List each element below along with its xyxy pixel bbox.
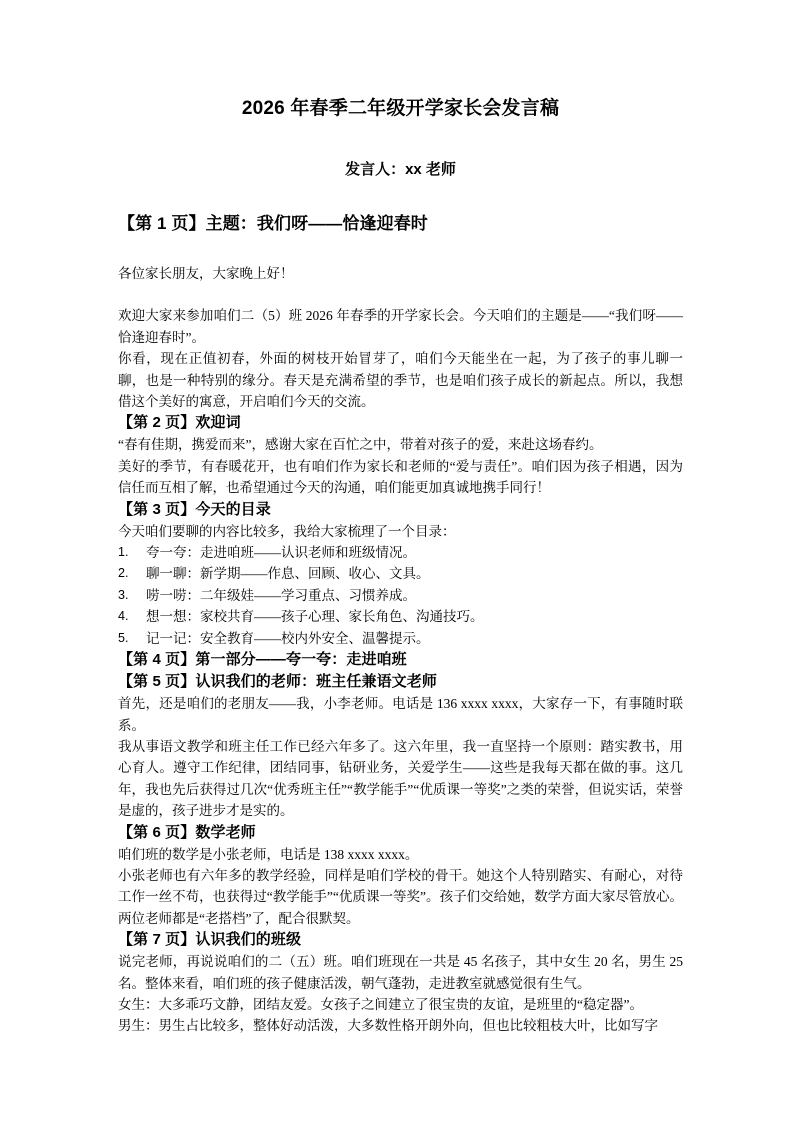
list-item	[118, 606, 683, 627]
class-girls-paragraph: 女生：大多乖巧文静，团结友爱。女孩子之间建立了很宝贵的友谊，是班里的“稳定器”。	[118, 996, 643, 1012]
list-item-number: 2.	[118, 566, 129, 581]
teacher-paragraph-2: 我从事语文教学和班主任工作已经六年多了。这六年里，我一直坚持一个原则：踏实教书，用心育人。遵守工作纪律，团结同事，钻研业务，关爱学生——这些是我每天都在做的事。这几年，我也先后获得过几次“优秀班主任”“教学能手”“优质课一等奖”之类的荣誉，但说实话，荣誉是虚的，孩子进步才是实的。	[118, 738, 683, 819]
list-item-number: 5.	[118, 630, 129, 645]
list-item-number: 1.	[118, 545, 129, 560]
list-item	[118, 628, 683, 649]
welcome-paragraph-2: 美好的季节，有春暖花开，也有咱们作为家长和老师的“爱与责任”。咱们因为孩子相遇，因为信任而互相了解，也希望通过今天的沟通，咱们能更加真诚地携手同行！	[118, 458, 683, 496]
math-teacher-paragraph-2: 小张老师也有六年多的教学经验，同样是咱们学校的骨干。她这个人特别踏实、有耐心，对待工作一丝不苟，也获得过“教学能手”“优质课一等奖”。孩子们交给她，数学方面大家尽管放心。两位老师都是“老搭档”了，配合很默契。	[118, 867, 683, 926]
heading-page-4: 【第 4 页】第一部分——夸一夸：走进咱班	[118, 651, 407, 669]
list-item	[118, 542, 683, 563]
list-item	[118, 563, 683, 584]
class-overview-paragraph: 说完老师，再说说咱们的二（五）班。咱们班现在一共是 45 名孩子，其中女生 20 名，男生 25 名。整体来看，咱们班的孩子健康活泼，朝气蓬勃，走进教室就感觉很有生气。	[118, 954, 683, 991]
list-item-number: 4.	[118, 609, 129, 624]
heading-page-1: 【第 1 页】主题：我们呀——恰逢迎春时	[118, 214, 428, 233]
heading-page-5: 【第 5 页】认识我们的老师：班主任兼语文老师	[118, 673, 437, 691]
list-item	[118, 585, 683, 606]
teacher-paragraph-1: 首先，还是咱们的老朋友——我，小李老师。电话是 136 xxxx xxxx，大家存一下，有事随时联系。	[118, 696, 683, 733]
list-item-label: 聊一聊：新学期——作息、回顾、收心、文具。	[146, 566, 430, 582]
intro-paragraph-1: 欢迎大家来参加咱们二（5）班 2026 年春季的开学家长会。今天咱们的主题是——“我们呀——恰逢迎春时”。	[118, 308, 683, 345]
intro-paragraph-2: 你看，现在正值初春，外面的树枝开始冒芽了，咱们今天能坐在一起，为了孩子的事儿聊一聊，也是一种特别的缘分。春天是充满希望的季节，也是咱们孩子成长的新起点。所以，我想借这个美好的寓意，开启咱们今天的交流。	[118, 351, 683, 410]
document-body	[118, 96, 683, 1037]
list-item-label: 唠一唠：二年级娃——学习重点、习惯养成。	[146, 587, 416, 603]
list-item-number: 3.	[118, 587, 129, 602]
greeting-paragraph: 各位家长朋友，大家晚上好！	[118, 266, 294, 281]
list-item-label: 记一记：安全教育——校内外安全、温馨提示。	[146, 630, 430, 646]
heading-page-6: 【第 6 页】数学老师	[118, 823, 256, 841]
heading-page-3: 【第 3 页】今天的目录	[118, 500, 271, 518]
math-teacher-paragraph-1: 咱们班的数学是小张老师，电话是 138 xxxx xxxx。	[118, 846, 419, 862]
table-of-contents-list	[118, 542, 683, 649]
speaker-subtitle: 发言人：xx 老师	[345, 161, 456, 178]
toc-lead-paragraph: 今天咱们要聊的内容比较多，我给大家梳理了一个目录：	[118, 523, 456, 539]
page-title: 2026 年春季二年级开学家长会发言稿	[241, 98, 560, 119]
class-boys-paragraph: 男生：男生占比较多，整体好动活泼，大多数性格开朗外向，但也比较粗枝大叶，比如写字	[118, 1018, 658, 1034]
list-item-label: 想一想：家校共育——孩子心理、家长角色、沟通技巧。	[146, 609, 484, 625]
welcome-paragraph-1: “春有佳期，携爱而来”，感谢大家在百忙之中，带着对孩子的爱，来赴这场春约。	[118, 437, 603, 453]
heading-page-7: 【第 7 页】认识我们的班级	[118, 931, 302, 949]
heading-page-2: 【第 2 页】欢迎词	[118, 414, 241, 432]
list-item-label: 夸一夸：走进咱班——认识老师和班级情况。	[146, 545, 416, 561]
